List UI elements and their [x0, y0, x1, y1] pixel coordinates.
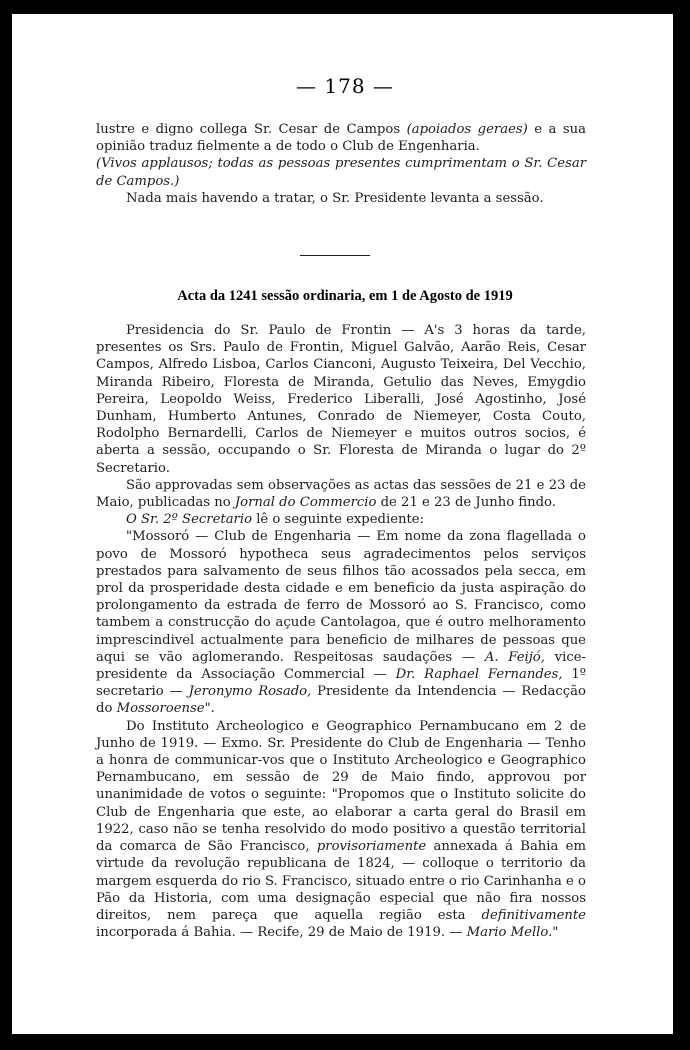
italic-span: Mario Mello.": [466, 925, 559, 941]
text-span: Presidente da Intendencia — Redacção do: [96, 684, 586, 717]
approval-paragraph: [96, 477, 586, 511]
italic-span: Jeronymo Rosado,: [188, 684, 312, 700]
text-span: lustre e digno collega Sr. Cesar de Campos: [96, 122, 407, 137]
applause-paragraph: [96, 155, 586, 189]
text-span: vice-presidente da Associação Commercial —: [96, 649, 586, 683]
text-span: annexada á Bahia em virtude da revolução republicana de 1824, — colloque o territorio da margem esquerda do rio S. Francisco, situado entre o rio Carinhanha e o Pão da Historia, com uma designação especial que não fira nossos direitos, nem pareça que aquella região esta: [96, 839, 586, 923]
institute-letter: [96, 718, 586, 942]
text-span: lê o seguinte expediente:: [252, 512, 425, 528]
italic-span: O Sr. 2º Secretario: [126, 512, 253, 528]
italic-span: definitivamente: [481, 907, 586, 923]
text-span: São approvadas sem observações as actas das sessões de 21 e 23 de Maio, publicadas no: [96, 477, 586, 511]
text-span: "Mossoró — Club de Engenharia — Em nome da zona flagellada o povo de Mossoró hypotheca seus agradecimentos pelos serviços prestados para salvamento de seus filhos tão acossados pela secca, em prol da prosperidade desta cidade e em beneficio da justa aspiração do prolongamento da estrada de ferro de Mossoró ao S. Francisco, como tambem a construcção do açude Cantolagoa, que é outro melhoramento imprescindivel actualmente para beneficio de milhares de pessoas que aqui se vão aglomerando. Respeitosas saudações —: [96, 529, 586, 665]
page-number: — 178 —: [296, 74, 394, 98]
section-divider: [300, 255, 370, 256]
act-title: Acta da 1241 sessão ordinaria, em 1 de Agosto de 1919: [177, 288, 513, 304]
act-body: [96, 322, 586, 941]
secretary-paragraph: [96, 511, 586, 528]
text-span: incorporada á Bahia. — Recife, 29 de Maio de 1919. —: [96, 925, 467, 941]
section-continuation: [96, 121, 586, 207]
italic-span: (Vivos applausos; todas as pessoas presentes cumprimentam o Sr. Cesar de Campos.): [96, 156, 586, 189]
italic-span: (apoiados geraes): [406, 122, 528, 137]
text-span: 1º secretario —: [96, 667, 586, 700]
text-span: de 21 e 23 de Junho findo.: [376, 495, 556, 511]
mossoro-letter: [96, 528, 586, 717]
italic-span: provisoriamente: [316, 839, 427, 855]
italic-span: Jornal do Commercio: [234, 495, 377, 511]
text-span: Do Instituto Archeologico e Geographico Pernambucano em 2 de Junho de 1919. — Exmo. Sr. Presidente do Club de Engenharia — Tenho a honra de communicar-vos que o Instituto Archeologico e Geographico Pernambucano, em sessão de 29 de Maio findo, approvou por unanimidade de votos o seguinte: "Propomos que o Instituto solicite do Club de Engenharia que este, ao elaborar a carta geral do Brasil em 1922, caso não se tenha resolvido do modo positivo a questão territorial da comarca de São Francisco,: [96, 718, 586, 855]
italic-span: A. Feijó,: [484, 649, 545, 665]
italic-span: Mossoroense".: [116, 701, 215, 717]
attendance-paragraph: Presidencia do Sr. Paulo de Frontin — A's 3 horas da tarde, presentes os Srs. Paulo de Frontin, Miguel Galvão, Aarão Reis, Cesar Campos, Alfredo Lisboa, Carlos Cianconi, Augusto Teixeira, Del Vecchio, Miranda Ribeiro, Floresta de Miranda, Getulio das Neves, Emygdio Pereira, Leopoldo Weiss, Frederico Liberalli, José Agostinho, José Dunham, Humberto Antunes, Conrado de Niemeyer, Costa Couto, Rodolpho Bernardelli, Carlos de Niemeyer e muitos outros socios, é aberta a sessão, occupando o Sr. Floresta de Miranda o lugar do 2º Secretario.: [96, 323, 586, 476]
session-closing: Nada mais havendo a tratar, o Sr. Presidente levanta a sessão.: [126, 190, 544, 206]
italic-span: Dr. Raphael Fernandes,: [395, 667, 563, 683]
text-span: e a sua opinião traduz fielmente a de todo o Club de Engenharia.: [96, 122, 586, 155]
closing-paragraph: [96, 121, 586, 155]
